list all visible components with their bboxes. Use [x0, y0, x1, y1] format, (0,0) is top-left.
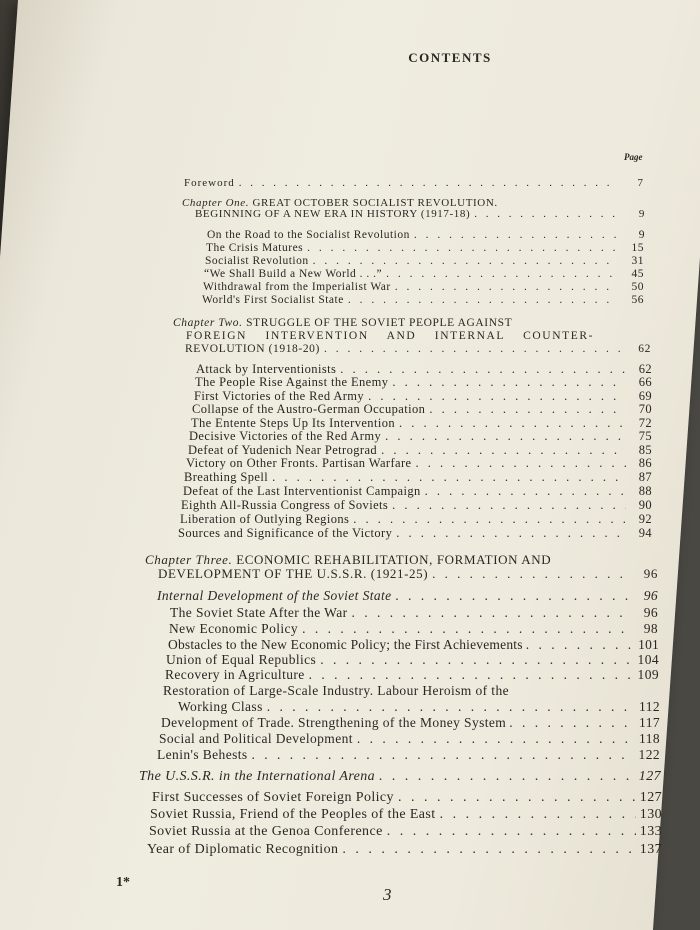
toc-entry: The Entente Steps Up Its Intervention . . . 72 — [191, 417, 652, 430]
toc-entry: Breathing Spell . . . 87 — [184, 471, 652, 484]
chapter-two-title-cont: REVOLUTION (1918-20) . . . 62 — [185, 344, 651, 356]
toc-entry: The Soviet State After the War . . . 96 — [170, 606, 658, 620]
toc-entry: Victory on Other Fronts. Partisan Warfare . . . 86 — [186, 457, 652, 470]
toc-entry: Eighth All-Russia Congress of Soviets . . . 90 — [181, 499, 652, 512]
signature-mark: 1* — [116, 875, 130, 890]
toc-entry: Restoration of Large-Scale Industry. Labour Heroism of the — [163, 683, 509, 698]
chapter-one-title: Chapter One. GREAT OCTOBER SOCIALIST REVOLUTION. — [182, 197, 498, 209]
toc-entry-cont: Working Class . . . 112 — [178, 700, 660, 714]
chapter-two-title-cont: FOREIGN INTERVENTION AND INTERNAL COUNTER- — [186, 330, 595, 342]
toc-entry: Soviet Russia at the Genoa Conference . . . 133 — [149, 825, 662, 839]
toc-entry: First Successes of Soviet Foreign Policy . . . 127 — [152, 791, 662, 805]
toc-entry: First Victories of the Red Army . . . 69 — [194, 390, 652, 403]
toc-entry: Defeat of the Last Interventionist Campaign . . . 88 — [183, 485, 652, 498]
toc-entry: Socialist Revolution . . . 31 — [205, 256, 644, 268]
toc-entry: Recovery in Agriculture . . . 109 — [165, 668, 659, 682]
toc-entry: Union of Equal Republics . . . 104 — [166, 653, 659, 667]
chapter-three-title-cont: DEVELOPMENT OF THE U.S.S.R. (1921-25) . . . 96 — [158, 567, 658, 580]
toc-entry: The Crisis Matures . . . 15 — [206, 243, 644, 255]
toc-entry: Collapse of the Austro-German Occupation . . . 70 — [192, 403, 652, 416]
chapter-two-title: Chapter Two. STRUGGLE OF THE SOVIET PEOPLE AGAINST — [173, 317, 513, 329]
toc-entry: Year of Diplomatic Recognition . . . 137 — [147, 843, 662, 857]
toc-entry: Social and Political Development . . . 118 — [159, 732, 660, 746]
toc-section: Internal Development of the Soviet State . . . 96 — [157, 589, 658, 603]
toc-entry: Withdrawal from the Imperialist War . . . 50 — [203, 282, 644, 294]
chapter-one-title-cont: BEGINNING OF A NEW ERA IN HISTORY (1917-18) . . . 9 — [195, 209, 645, 220]
toc-entry: World's First Socialist State . . . 56 — [202, 295, 644, 307]
toc-entry: Liberation of Outlying Regions . . . 92 — [180, 513, 652, 526]
toc-entry: Development of Trade. Strengthening of the Money System . . . 117 — [161, 716, 660, 730]
toc-entry: Decisive Victories of the Red Army . . . 75 — [189, 430, 652, 443]
toc-entry: Attack by Interventionists . . . 62 — [196, 363, 652, 376]
toc-entry: The People Rise Against the Enemy . . . 66 — [195, 376, 652, 389]
toc-entry: “We Shall Build a New World . . .” . . . 45 — [204, 269, 644, 281]
toc-entry: Obstacles to the New Economic Policy; the First Achievements . . . 101 — [168, 638, 659, 652]
chapter-three-title: Chapter Three. ECONOMIC REHABILITATION, FORMATION AND — [145, 552, 552, 567]
toc-entry: Lenin's Behests . . . 122 — [157, 748, 660, 762]
toc-entry: Soviet Russia, Friend of the Peoples of the East . . . 130 — [150, 808, 662, 822]
toc-entry: On the Road to the Socialist Revolution . . . 9 — [207, 230, 645, 242]
page-number: 3 — [383, 885, 392, 904]
toc-entry: Defeat of Yudenich Near Petrograd . . . 85 — [188, 444, 652, 457]
page-column-header: Page — [624, 152, 643, 162]
toc-entry: Sources and Significance of the Victory . . . 94 — [178, 527, 652, 540]
toc-entry-foreword: Foreword . . . 7 — [184, 178, 644, 189]
page-heading: CONTENTS — [408, 50, 492, 65]
toc-section: The U.S.S.R. in the International Arena . . . 127 — [139, 770, 661, 784]
toc-entry: New Economic Policy . . . 98 — [169, 622, 658, 636]
